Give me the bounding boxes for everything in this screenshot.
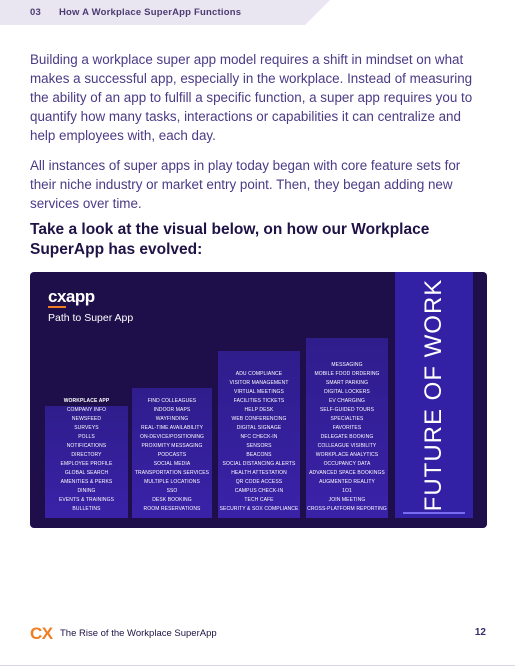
- feature-item: DESK BOOKING: [152, 497, 192, 503]
- feature-item: ROOM RESERVATIONS: [143, 506, 201, 512]
- footer-title: The Rise of the Workplace SuperApp: [60, 628, 217, 639]
- feature-item: WORKPLACE APP: [63, 398, 110, 404]
- feature-item: INDOOR MAPS: [153, 407, 191, 413]
- feature-item: OCCUPANCY DATA: [323, 461, 371, 467]
- feature-item: FACILITIES TICKETS: [233, 398, 285, 404]
- feature-item: CROSS-PLATFORM REPORTING: [307, 506, 387, 512]
- feature-item: SMART PARKING: [325, 380, 369, 386]
- feature-item: VISITOR MANAGEMENT: [229, 380, 289, 386]
- feature-item: WORKPLACE ANALYTICS: [315, 452, 379, 458]
- feature-item: SECURITY & SOX COMPLIANCE: [219, 506, 299, 512]
- logo-cx: cx: [48, 287, 66, 306]
- feature-item: MULTIPLE LOCATIONS: [144, 479, 200, 485]
- path-to-super-app-label: Path to Super App: [48, 312, 134, 324]
- feature-item: QR CODE ACCESS: [235, 479, 283, 485]
- feature-item: FIND COLLEAGUES: [147, 398, 197, 404]
- feature-item: JOIN MEETING: [328, 497, 366, 503]
- feature-item: BULLETINS: [72, 506, 101, 512]
- feature-item: SSO: [166, 488, 178, 494]
- feature-item: DIRECTORY: [71, 452, 102, 458]
- page-number: 12: [474, 627, 486, 638]
- feature-item: POLLS: [78, 434, 95, 440]
- stage-column-2: [132, 388, 212, 518]
- feature-item: COMPANY INFO: [66, 407, 107, 413]
- feature-item: DELEGATE BOOKING: [320, 434, 374, 440]
- origin-paragraph: All instances of super apps in play today began with core feature sets for their niche industry or market entry point. Then, they began adding new services over time.: [30, 158, 461, 211]
- feature-item: EVENTS & TRAININGS: [58, 497, 115, 503]
- super-app-visual: [30, 272, 487, 528]
- future-of-work-column: [395, 272, 473, 518]
- feature-item: HEALTH ATTESTATION: [231, 470, 287, 476]
- future-of-work-label: FUTURE OF WORK: [420, 278, 447, 512]
- feature-item: REAL-TIME AVAILABILITY: [140, 425, 204, 431]
- feature-item: TECH CAFE: [244, 497, 274, 503]
- stage-column-3: [218, 351, 300, 518]
- section-header-band: [0, 0, 330, 25]
- feature-item: SOCIAL MEDIA: [153, 461, 191, 467]
- stage-column-1: [45, 398, 128, 518]
- feature-item: MESSAGING: [331, 362, 363, 368]
- feature-item: DIGITAL LOCKERS: [324, 389, 370, 395]
- feature-item: AMENITIES & PERKS: [60, 479, 113, 485]
- feature-item: SPECIALTIES: [330, 416, 364, 422]
- feature-item: SOCIAL DISTANCING ALERTS: [222, 461, 296, 467]
- feature-item: ADVANCED SPACE BOOKINGS: [309, 470, 385, 476]
- feature-item: NEWSFEED: [71, 416, 102, 422]
- feature-item: MOBILE FOOD ORDERING: [314, 371, 380, 377]
- feature-item: COLLEAGUE VISIBILITY: [317, 443, 377, 449]
- feature-item: VIRTUAL MEETINGS: [234, 389, 284, 395]
- feature-item: SURVEYS: [74, 425, 99, 431]
- feature-item: DINING: [77, 488, 96, 494]
- feature-item: AUGMENTED REALITY: [319, 479, 375, 485]
- feature-item: ON-DEVICE/POSITIONING: [139, 434, 205, 440]
- feature-item: PROXIMITY MESSAGING: [141, 443, 203, 449]
- feature-item: WEB CONFERENCING: [231, 416, 287, 422]
- intro-paragraph: Building a workplace super app model requires a shift in mindset on what makes a successful app, especially in the workplace. Instead of measuring the ability of an app to fulfill a specific function, a super app requires you to quantify how many tasks, interactions or capabilities it can centralize and help employees with, each day.: [30, 52, 473, 143]
- section-header: [30, 7, 241, 18]
- feature-item: GLOBAL SEARCH: [64, 470, 109, 476]
- feature-item: CAMPUS CHECK-IN: [234, 488, 284, 494]
- feature-item: DIGITAL SIGNAGE: [236, 425, 282, 431]
- feature-item: FAVORITES: [332, 425, 362, 431]
- footer-divider: [0, 665, 515, 666]
- feature-item: EMPLOYEE PROFILE: [60, 461, 113, 467]
- feature-item: WAYFINDING: [155, 416, 189, 422]
- cxapp-logo: [48, 287, 95, 307]
- stage-column-4: [306, 338, 388, 518]
- feature-item: SENSORS: [246, 443, 272, 449]
- future-of-work-underline: [403, 512, 465, 514]
- feature-item: NOTIFICATIONS: [66, 443, 107, 449]
- section-title: How A Workplace SuperApp Functions: [58, 7, 242, 18]
- feature-item: PODCASTS: [157, 452, 187, 458]
- feature-item: BEACONS: [246, 452, 272, 458]
- footer-cx-logo: CX: [30, 624, 53, 643]
- feature-item: HELP DESK: [244, 407, 274, 413]
- visual-heading: Take a look at the visual below, on how our Workplace SuperApp has evolved:: [30, 221, 430, 258]
- logo-app: app: [65, 287, 95, 306]
- feature-item: ADU COMPLIANCE: [235, 371, 283, 377]
- feature-item: TRANSPORTATION SERVICES: [134, 470, 210, 476]
- feature-item: EV CHARGING: [328, 398, 366, 404]
- feature-item: NFC CHECK-IN: [240, 434, 278, 440]
- section-number: 03: [30, 7, 41, 18]
- feature-item: 1O1: [342, 488, 352, 494]
- feature-item: SELF-GUIDED TOURS: [319, 407, 375, 413]
